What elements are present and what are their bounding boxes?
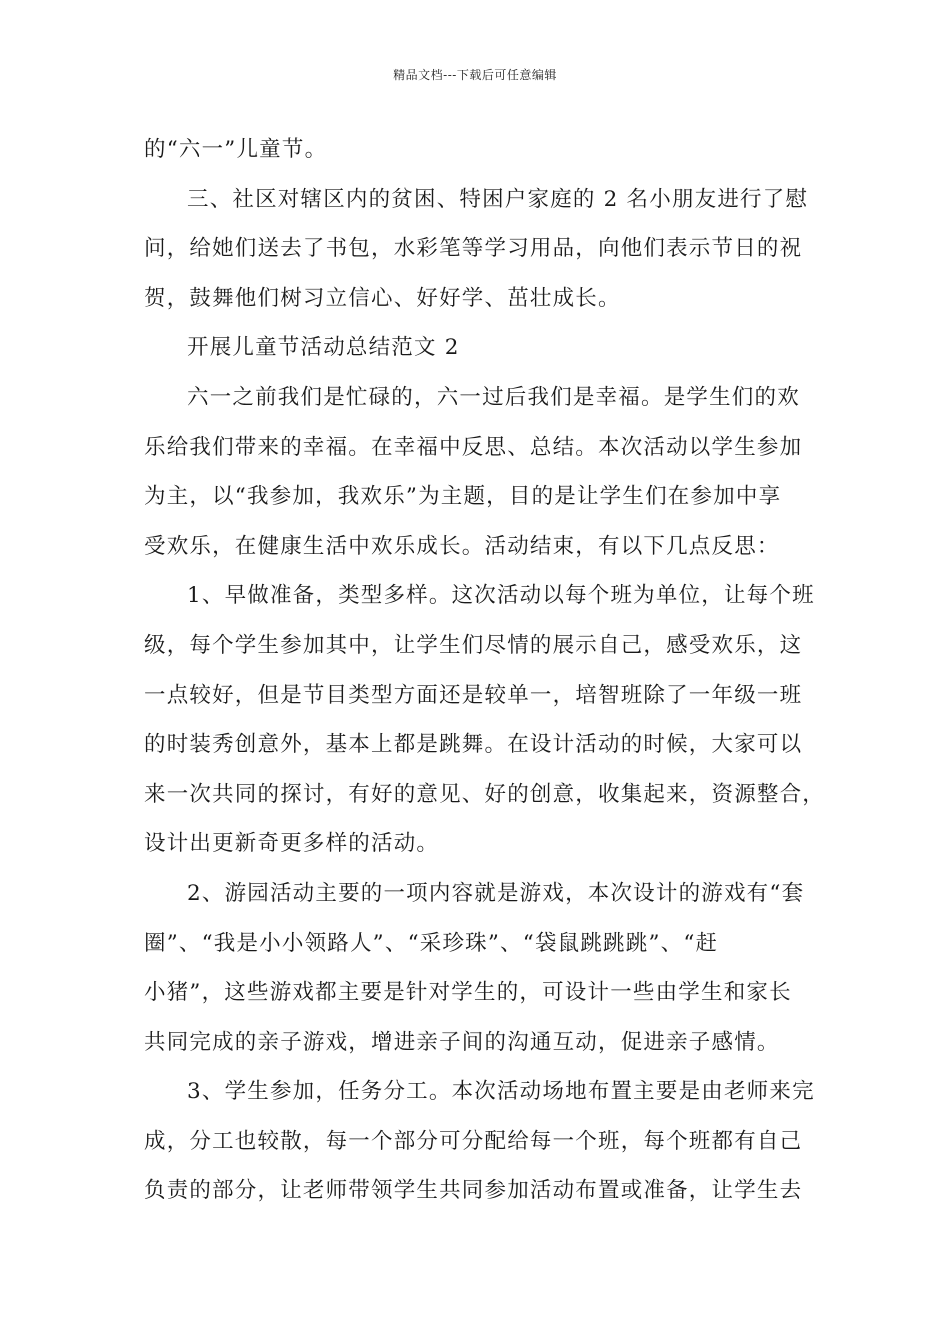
text-line: 3、学生参加，任务分工。本次活动场地布置主要是由老师来完 (187, 1079, 815, 1105)
text-line: 三、社区对辖区内的贫困、特困户家庭的 2 名小朋友进行了慰 (187, 186, 809, 212)
text-line: 负责的部分，让老师带领学生共同参加活动布置或准备，让学生去 (144, 1178, 803, 1204)
text-line: 的时装秀创意外，基本上都是跳舞。在设计活动的时候，大家可以 (144, 732, 803, 758)
text-line: 受欢乐，在健康生活中欢乐成长。活动结束，有以下几点反思： (144, 533, 780, 559)
page-header: 精品文档---下载后可任意编辑 (393, 68, 557, 82)
text-line: 圈”、“我是小小领路人”、“采珍珠”、“袋鼠跳跳跳”、“赶 (144, 930, 719, 956)
text-line: 问，给她们送去了书包，水彩笔等学习用品，向他们表示节日的祝 (144, 236, 803, 262)
text-line: 为主，以“我参加，我欢乐”为主题，目的是让学生们在参加中享 (144, 484, 782, 510)
text-line: 共同完成的亲子游戏，增进亲子间的沟通互动，促进亲子感情。 (144, 1029, 780, 1055)
text-line: 小猪”，这些游戏都主要是针对学生的，可设计一些由学生和家长 (144, 980, 792, 1006)
text-line: 2、游园活动主要的一项内容就是游戏，本次设计的游戏有“套 (187, 880, 805, 906)
section-title: 开展儿童节活动总结范文 2 (187, 335, 460, 361)
text-line: 贺，鼓舞他们树习立信心、好好学、茁壮成长。 (144, 285, 621, 311)
text-line: 设计出更新奇更多样的活动。 (144, 831, 440, 857)
text-line: 的“六一”儿童节。 (144, 137, 328, 162)
text-line: 乐给我们带来的幸福。在幸福中反思、总结。本次活动以学生参加 (144, 434, 803, 460)
text-line: 级，每个学生参加其中，让学生们尽情的展示自己，感受欢乐，这 (144, 632, 803, 658)
document-body (144, 125, 824, 1216)
text-line: 来一次共同的探讨，有好的意见、好的创意，收集起来，资源整合， (144, 781, 826, 807)
text-line: 六一之前我们是忙碌的，六一过后我们是幸福。是学生们的欢 (187, 384, 800, 410)
text-line: 一点较好，但是节目类型方面还是较单一，培智班除了一年级一班 (144, 682, 803, 708)
text-line: 1、早做准备，类型多样。这次活动以每个班为单位，让每个班 (187, 583, 815, 609)
text-line: 成，分工也较散，每一个部分可分配给每一个班，每个班都有自己 (144, 1128, 803, 1154)
